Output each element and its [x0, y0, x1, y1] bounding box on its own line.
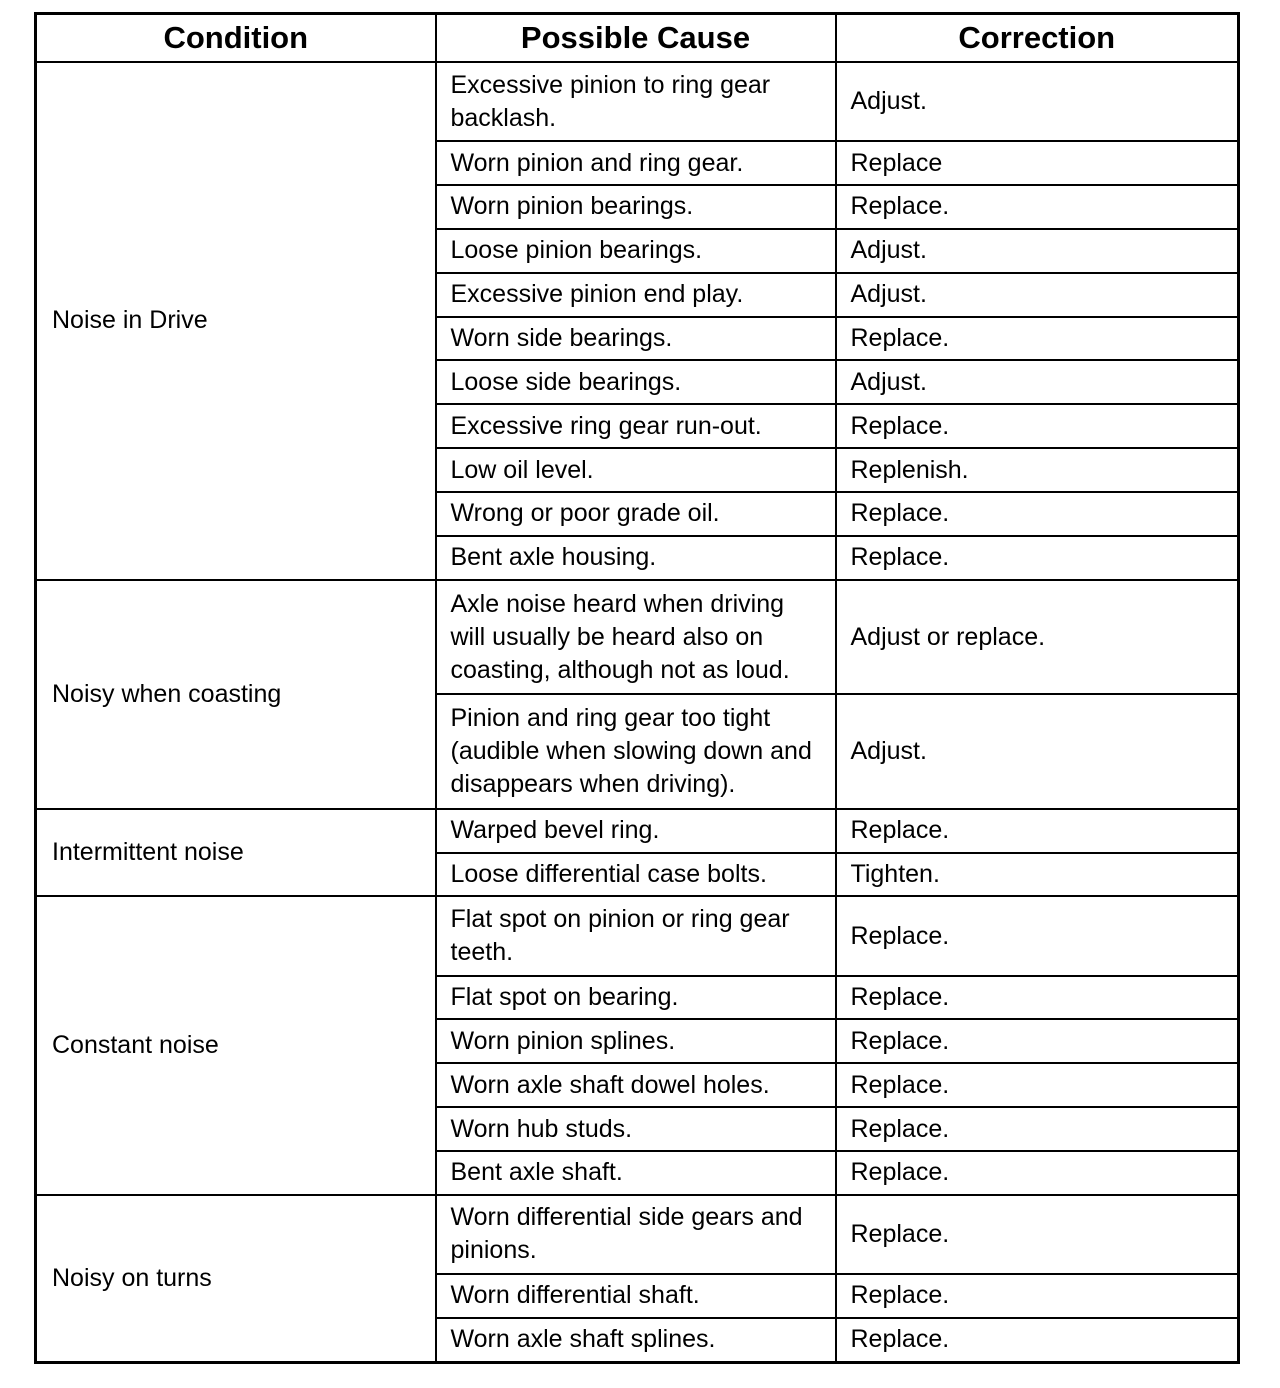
- correction-cell: Replace.: [836, 1151, 1239, 1195]
- correction-cell: Replenish.: [836, 448, 1239, 492]
- cause-cell: Flat spot on bearing.: [436, 976, 836, 1020]
- troubleshooting-table: [34, 12, 1240, 1364]
- cause-cell: Worn hub studs.: [436, 1107, 836, 1151]
- cause-cell: Worn axle shaft dowel holes.: [436, 1063, 836, 1107]
- cause-cell: Loose differential case bolts.: [436, 853, 836, 897]
- cause-cell: Excessive pinion to ring gear backlash.: [436, 62, 836, 141]
- condition-cell: Noisy when coasting: [36, 580, 436, 809]
- header-correction: Correction: [836, 14, 1239, 63]
- table-row: [36, 1195, 1239, 1274]
- cause-cell: Worn pinion and ring gear.: [436, 141, 836, 185]
- cause-cell: Excessive pinion end play.: [436, 273, 836, 317]
- cause-cell: Loose pinion bearings.: [436, 229, 836, 273]
- correction-cell: Replace.: [836, 1274, 1239, 1318]
- correction-cell: Replace.: [836, 536, 1239, 580]
- correction-cell: Replace.: [836, 1318, 1239, 1363]
- table-header: [36, 14, 1239, 63]
- correction-cell: Replace.: [836, 185, 1239, 229]
- cause-cell: Worn differential shaft.: [436, 1274, 836, 1318]
- cause-cell: Worn pinion bearings.: [436, 185, 836, 229]
- correction-cell: Adjust.: [836, 273, 1239, 317]
- correction-cell: Tighten.: [836, 853, 1239, 897]
- header-possible-cause: Possible Cause: [436, 14, 836, 63]
- correction-cell: Replace.: [836, 1063, 1239, 1107]
- cause-cell: Flat spot on pinion or ring gear teeth.: [436, 896, 836, 975]
- correction-cell: Replace.: [836, 317, 1239, 361]
- correction-cell: Adjust.: [836, 694, 1239, 808]
- cause-cell: Worn side bearings.: [436, 317, 836, 361]
- correction-cell: Replace.: [836, 976, 1239, 1020]
- correction-cell: Replace.: [836, 492, 1239, 536]
- table-row: [36, 580, 1239, 694]
- cause-cell: Worn differential side gears and pinions.: [436, 1195, 836, 1274]
- correction-cell: Replace.: [836, 809, 1239, 853]
- cause-cell: Pinion and ring gear too tight (audible when slowing down and disappears when driving).: [436, 694, 836, 808]
- header-row: [36, 14, 1239, 63]
- condition-cell: Noise in Drive: [36, 62, 436, 580]
- condition-cell: Intermittent noise: [36, 809, 436, 897]
- correction-cell: Replace.: [836, 896, 1239, 975]
- table-row: [36, 896, 1239, 975]
- cause-cell: Excessive ring gear run-out.: [436, 404, 836, 448]
- cause-cell: Axle noise heard when driving will usually be heard also on coasting, although not as loud.: [436, 580, 836, 694]
- cause-cell: Bent axle housing.: [436, 536, 836, 580]
- cause-cell: Worn axle shaft splines.: [436, 1318, 836, 1363]
- table-row: [36, 62, 1239, 141]
- cause-cell: Low oil level.: [436, 448, 836, 492]
- correction-cell: Replace.: [836, 404, 1239, 448]
- correction-cell: Replace.: [836, 1019, 1239, 1063]
- cause-cell: Wrong or poor grade oil.: [436, 492, 836, 536]
- correction-cell: Adjust.: [836, 62, 1239, 141]
- table-body: [36, 62, 1239, 1363]
- correction-cell: Replace.: [836, 1107, 1239, 1151]
- condition-cell: Noisy on turns: [36, 1195, 436, 1363]
- condition-cell: Constant noise: [36, 896, 436, 1194]
- correction-cell: Adjust or replace.: [836, 580, 1239, 694]
- correction-cell: Adjust.: [836, 360, 1239, 404]
- header-condition: Condition: [36, 14, 436, 63]
- cause-cell: Loose side bearings.: [436, 360, 836, 404]
- correction-cell: Adjust.: [836, 229, 1239, 273]
- cause-cell: Worn pinion splines.: [436, 1019, 836, 1063]
- correction-cell: Replace: [836, 141, 1239, 185]
- table-row: [36, 809, 1239, 853]
- correction-cell: Replace.: [836, 1195, 1239, 1274]
- cause-cell: Warped bevel ring.: [436, 809, 836, 853]
- cause-cell: Bent axle shaft.: [436, 1151, 836, 1195]
